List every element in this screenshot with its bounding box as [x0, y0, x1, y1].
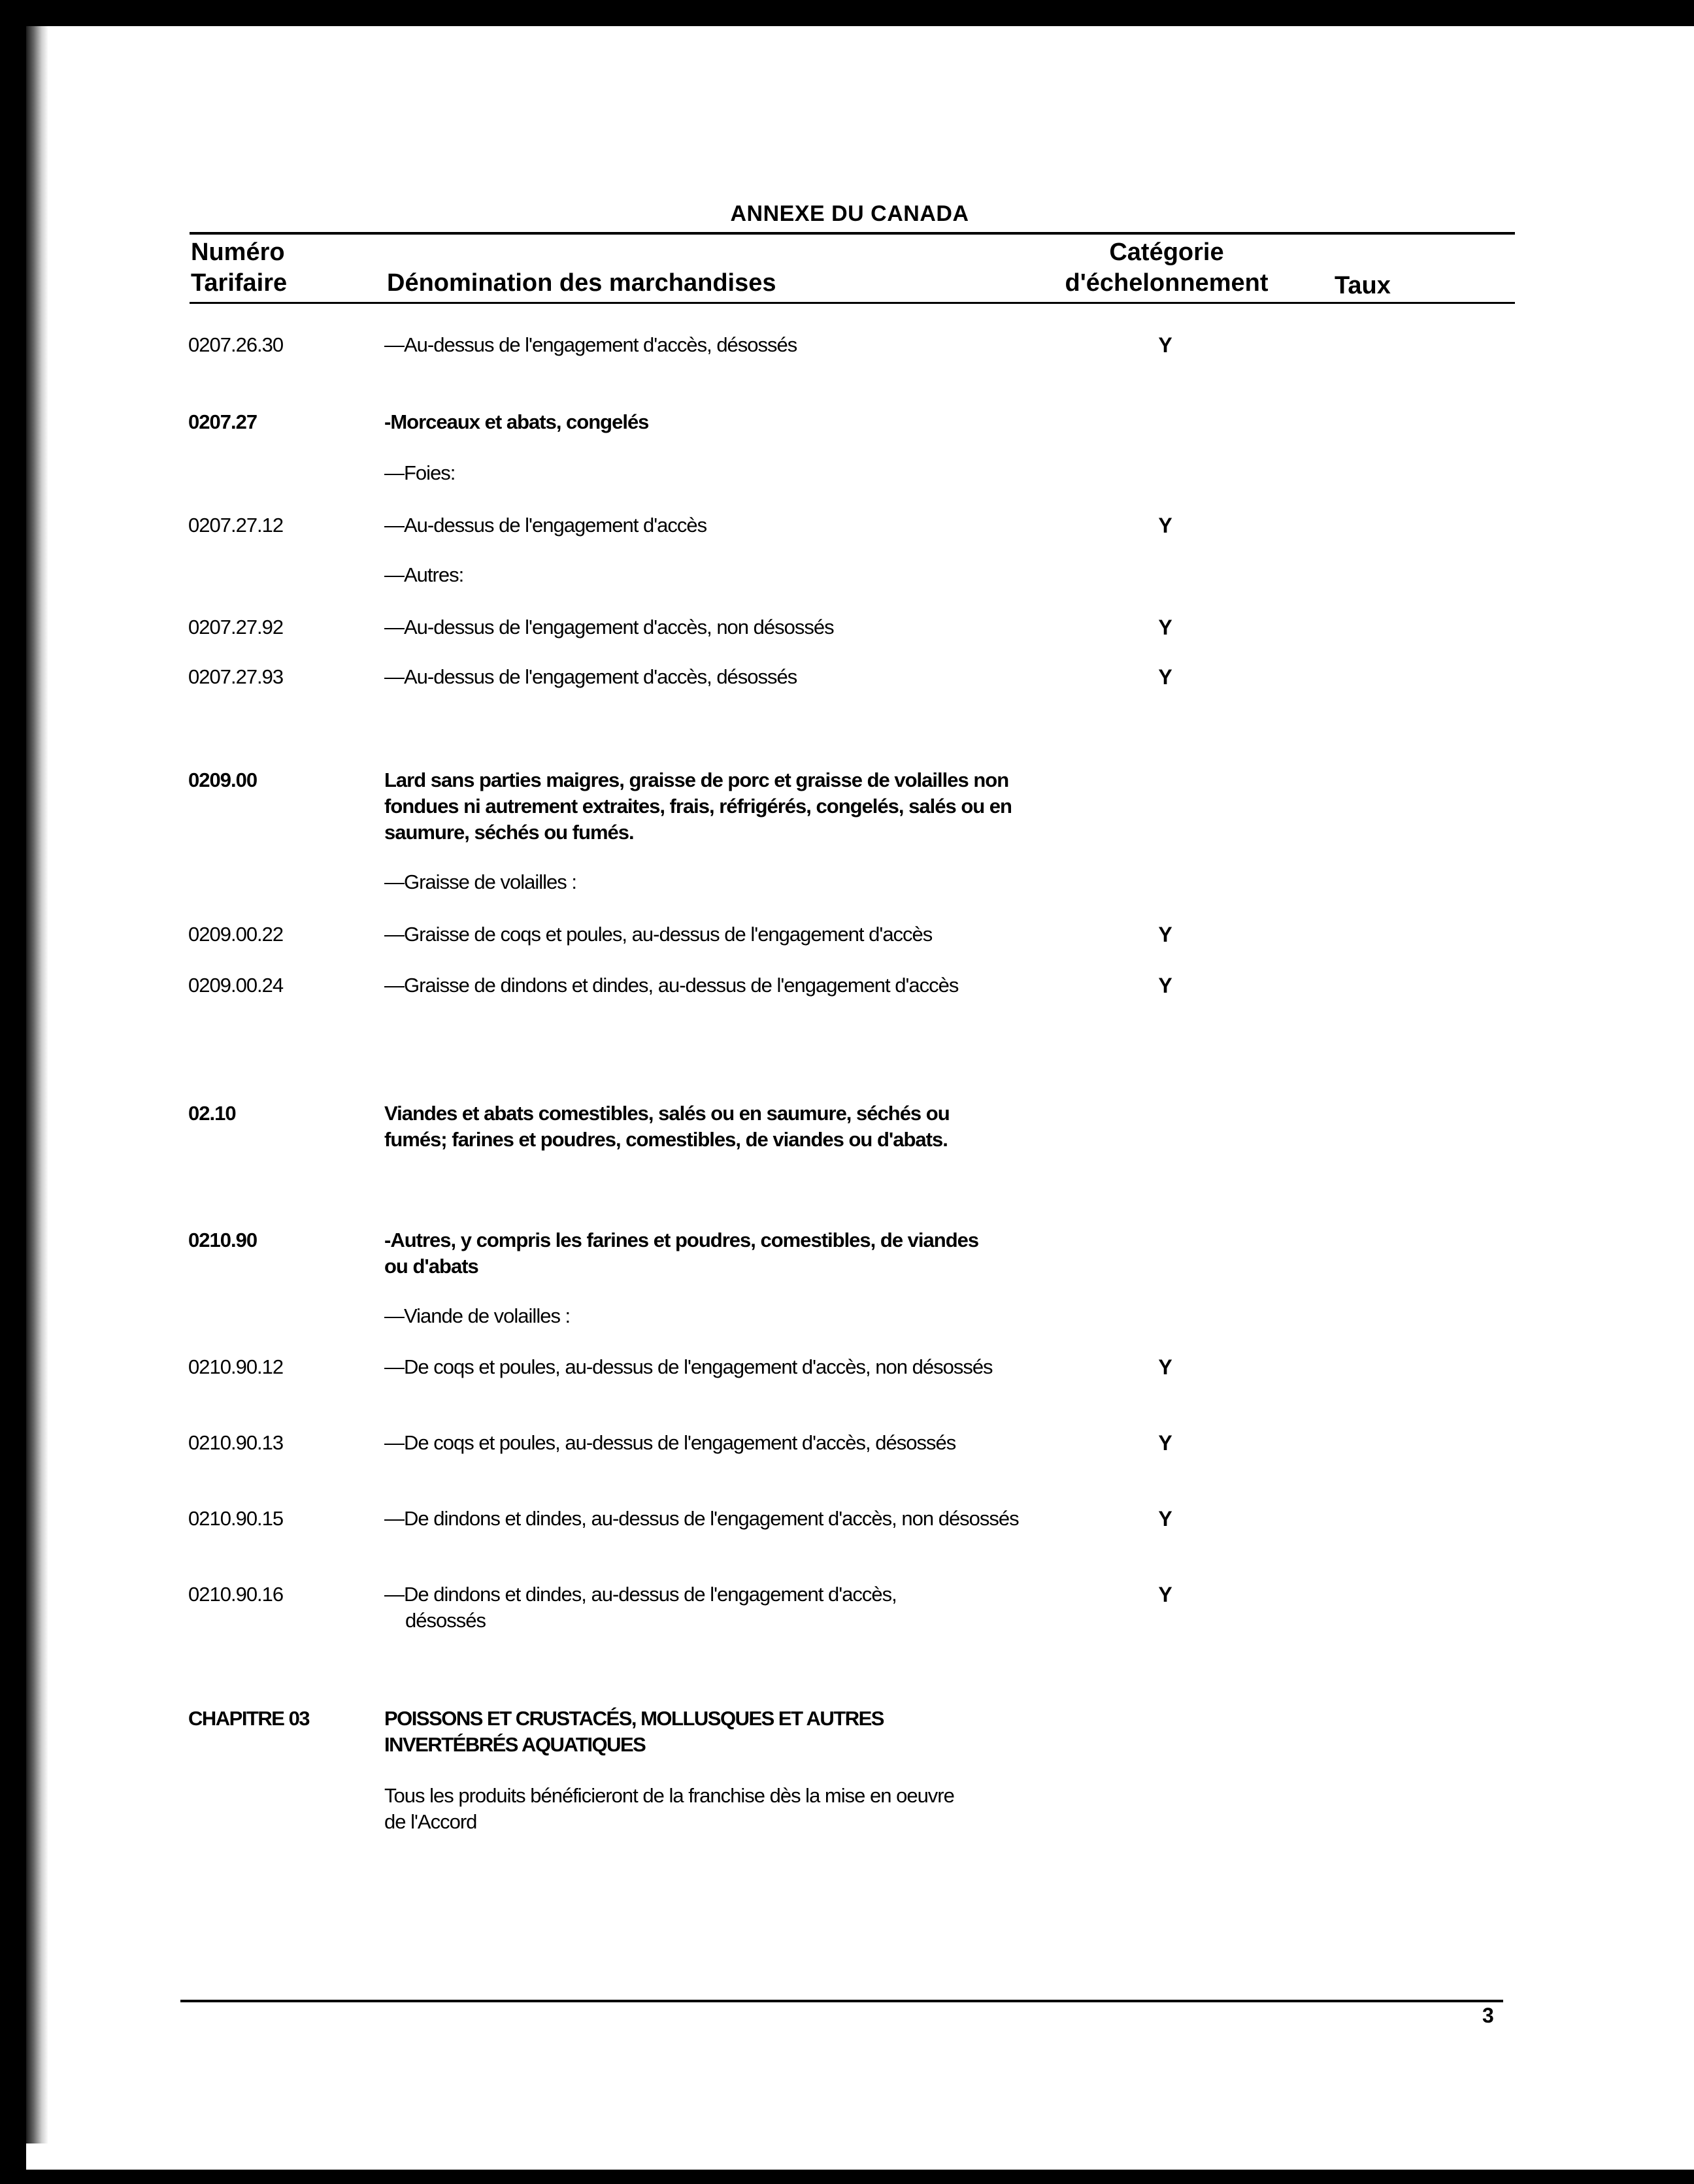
header-top-rule — [190, 232, 1515, 235]
scan-binding-edge — [26, 26, 48, 2143]
goods-description: —Au-dessus de l'engagement d'accès, désossés — [384, 665, 797, 688]
tariff-code: 0210.90 — [188, 1229, 257, 1251]
tariff-code: 0207.27 — [188, 410, 257, 433]
goods-subheading: —Viande de volailles : — [384, 1304, 571, 1327]
document-title: ANNEXE DU CANADA — [730, 201, 969, 226]
tariff-code: 0209.00.22 — [188, 923, 284, 946]
tariff-code: 0210.90.12 — [188, 1355, 284, 1378]
chapter-note: Tous les produits bénéficieront de la franchise dès la mise en oeuvre de l'Accord — [384, 1784, 954, 1833]
tariff-code: 02.10 — [188, 1102, 236, 1125]
header-numero-line2: Tarifaire — [191, 269, 288, 297]
tariff-code: 0210.90.16 — [188, 1583, 284, 1606]
staging-category: Y — [1158, 665, 1172, 689]
goods-subheading: —Autres: — [384, 563, 464, 586]
goods-description: -Autres, y compris les farines et poudres, comestibles, de viandes ou d'abats — [384, 1229, 979, 1278]
goods-description: —Graisse de coqs et poules, au-dessus de l'engagement d'accès — [384, 923, 933, 946]
tariff-code: 0210.90.13 — [188, 1431, 284, 1454]
chapter-title: POISSONS ET CRUSTACÉS, MOLLUSQUES ET AUTRES INVERTÉBRÉS AQUATIQUES — [384, 1707, 884, 1756]
staging-category: Y — [1158, 514, 1172, 537]
header-bottom-rule — [190, 302, 1515, 304]
header-categorie-line2: d'échelonnement — [1065, 269, 1269, 297]
staging-category: Y — [1158, 616, 1172, 639]
goods-description: —Au-dessus de l'engagement d'accès, non désossés — [384, 616, 834, 638]
header-numero-line1: Numéro — [191, 239, 285, 266]
header-denomination: Dénomination des marchandises — [387, 269, 776, 297]
goods-subheading: —Foies: — [384, 461, 456, 484]
goods-subheading: —Graisse de volailles : — [384, 870, 577, 893]
chapter-code: CHAPITRE 03 — [188, 1707, 310, 1730]
staging-category: Y — [1158, 1583, 1172, 1606]
goods-description: —Au-dessus de l'engagement d'accès — [384, 514, 707, 537]
goods-description: Lard sans parties maigres, graisse de porc et graisse de volailles non fondues ni autrement extraites, frais, réfrigérés, congelés, salés ou en saumure, séchés ou fumés. — [384, 769, 1012, 844]
goods-description: -Morceaux et abats, congelés — [384, 410, 649, 433]
goods-description: —Au-dessus de l'engagement d'accès, désossés — [384, 333, 797, 356]
header-categorie-line1: Catégorie — [1109, 239, 1224, 266]
tariff-code: 0207.27.93 — [188, 665, 284, 688]
tariff-code: 0207.27.92 — [188, 616, 284, 638]
staging-category: Y — [1158, 923, 1172, 946]
staging-category: Y — [1158, 1355, 1172, 1379]
staging-category: Y — [1158, 333, 1172, 357]
tariff-code: 0210.90.15 — [188, 1507, 284, 1530]
footer-rule — [180, 2000, 1503, 2002]
goods-description: Viandes et abats comestibles, salés ou en saumure, séchés ou fumés; farines et poudres, comestibles, de viandes ou d'abats. — [384, 1102, 950, 1151]
goods-description: —De coqs et poules, au-dessus de l'engagement d'accès, désossés — [384, 1431, 956, 1454]
goods-description: —De dindons et dindes, au-dessus de l'engagement d'accès, désossés — [384, 1583, 897, 1632]
tariff-code: 0207.26.30 — [188, 333, 284, 356]
goods-description: —De coqs et poules, au-dessus de l'engagement d'accès, non désossés — [384, 1355, 993, 1378]
tariff-code: 0207.27.12 — [188, 514, 284, 537]
tariff-code: 0209.00.24 — [188, 974, 284, 997]
staging-category: Y — [1158, 1507, 1172, 1530]
header-taux: Taux — [1335, 272, 1391, 299]
goods-description: —Graisse de dindons et dindes, au-dessus de l'engagement d'accès — [384, 974, 959, 997]
page-number: 3 — [1482, 2004, 1494, 2027]
staging-category: Y — [1158, 974, 1172, 997]
tariff-code: 0209.00 — [188, 769, 257, 791]
goods-description: —De dindons et dindes, au-dessus de l'engagement d'accès, non désossés — [384, 1507, 1019, 1530]
staging-category: Y — [1158, 1431, 1172, 1455]
